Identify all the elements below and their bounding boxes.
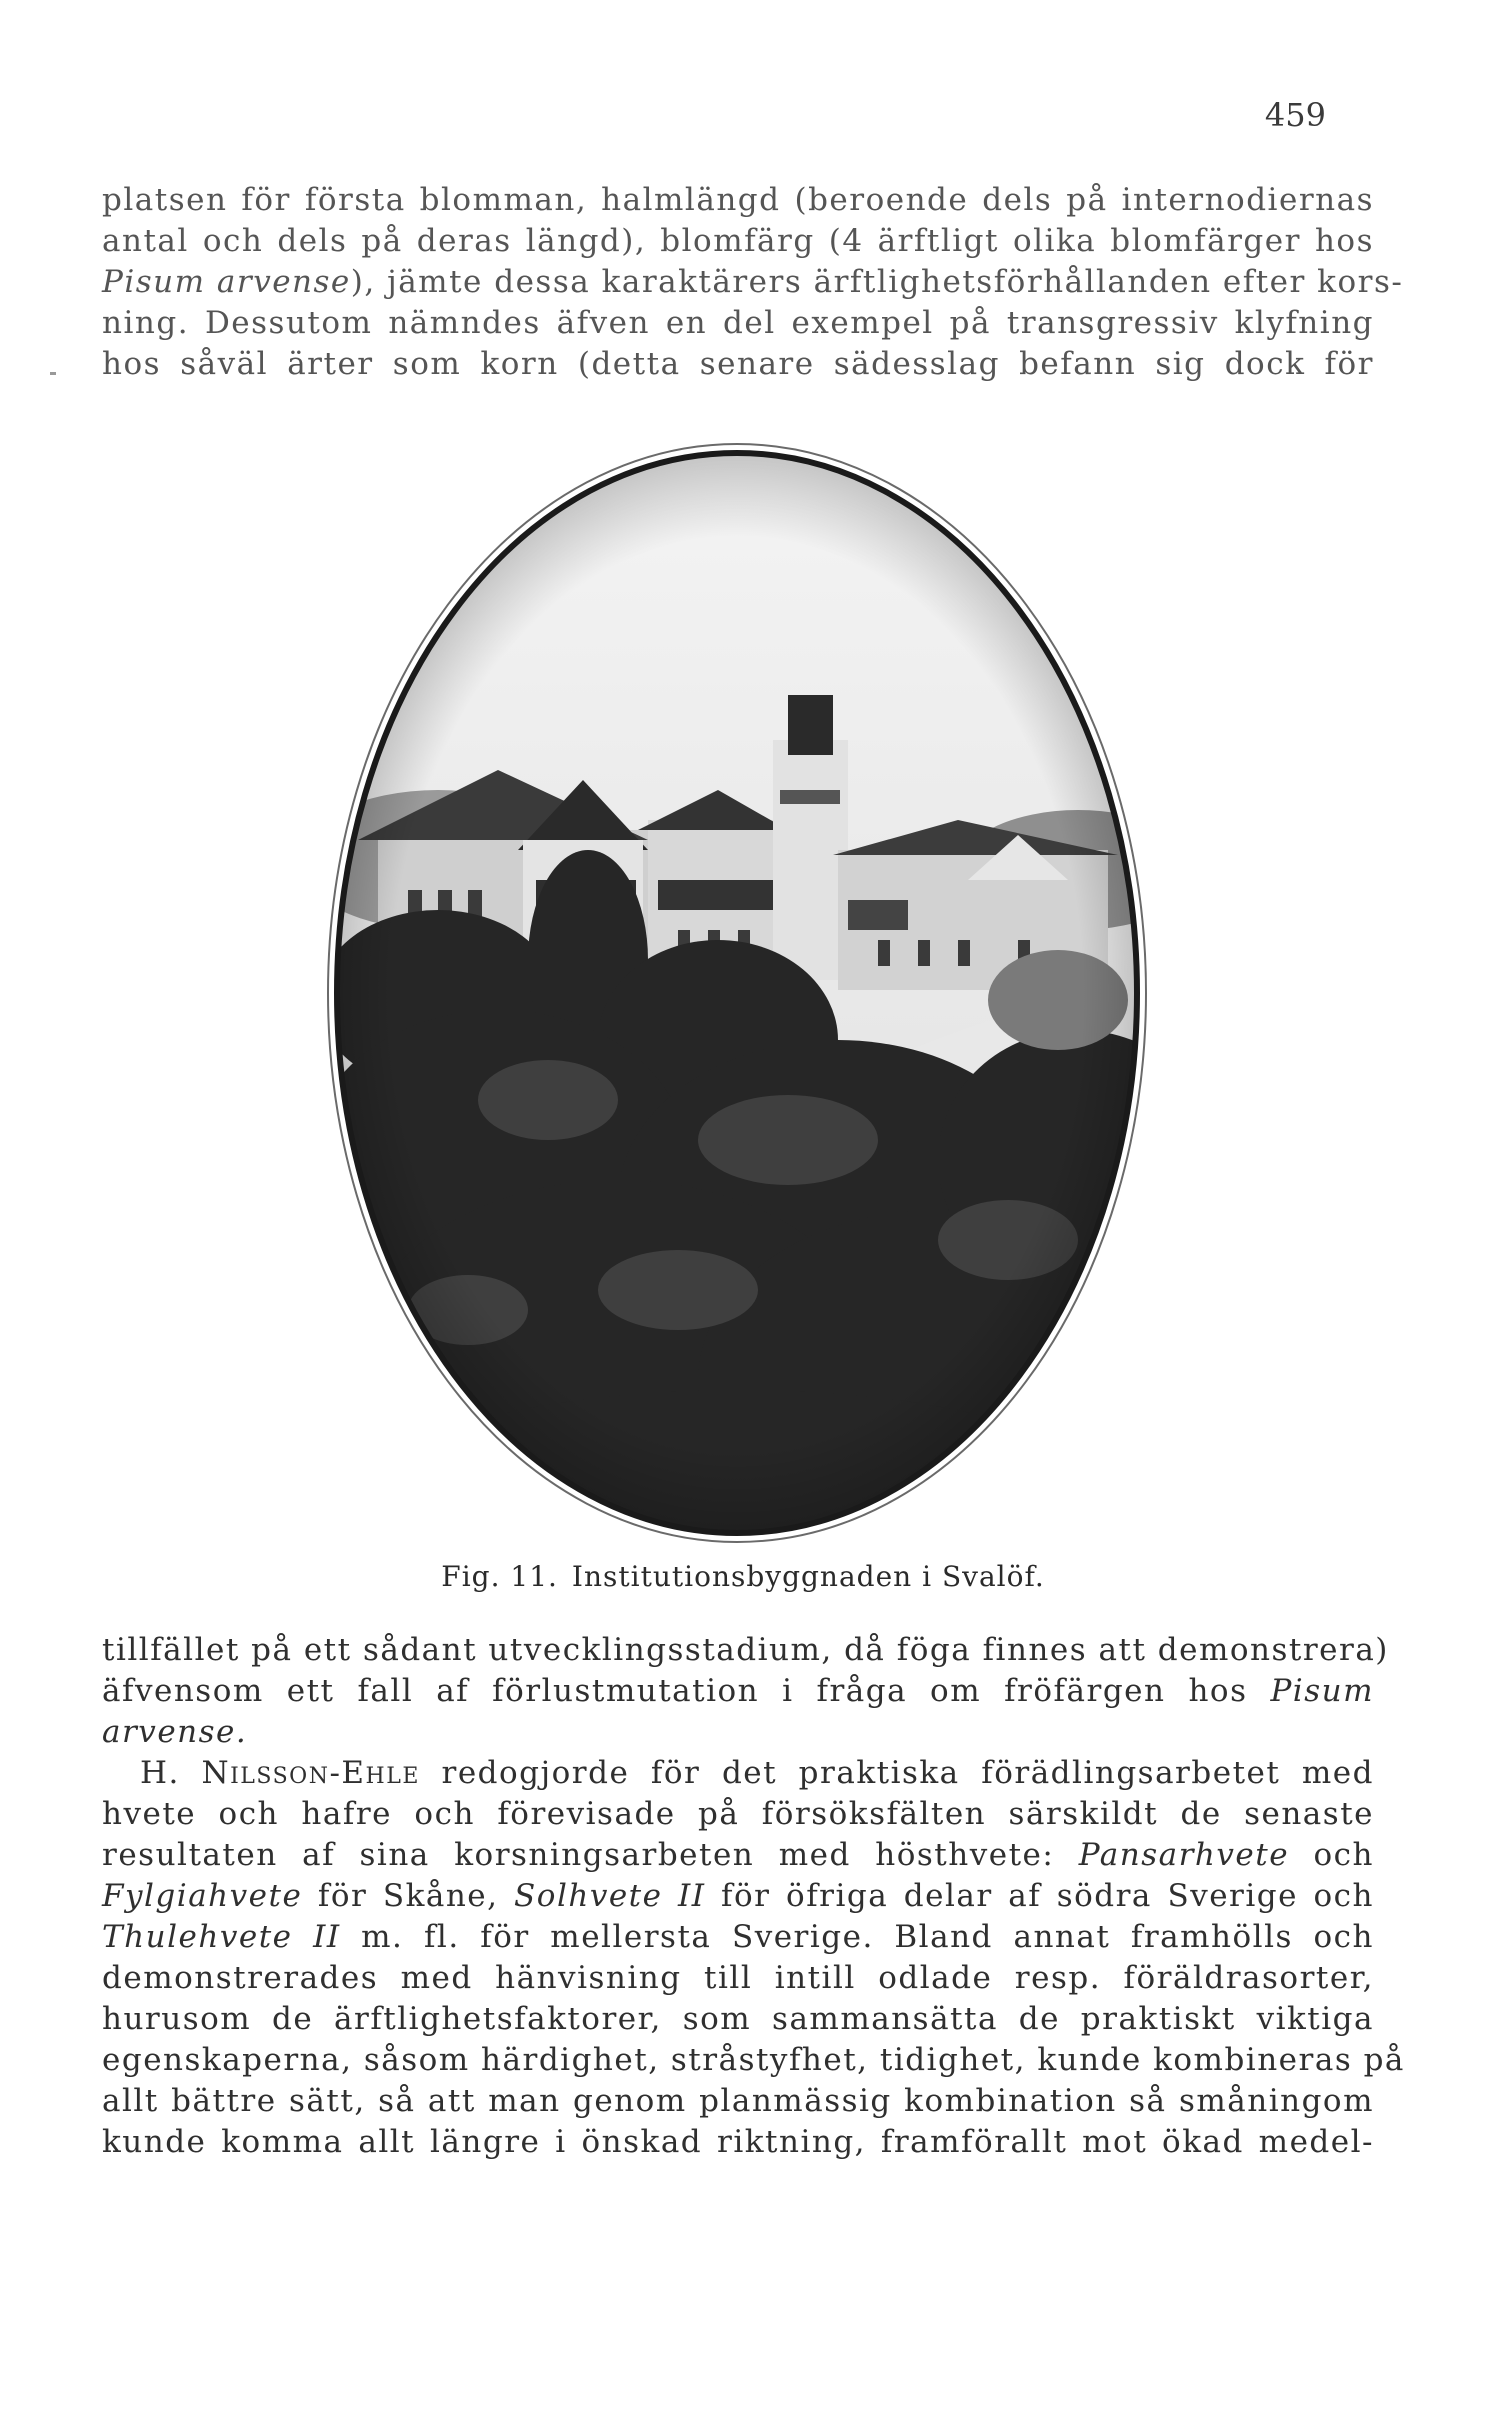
- variety-name: Fylgiahvete: [102, 1878, 303, 1914]
- margin-mark: [50, 372, 56, 375]
- variety-name: Pansarhvete: [1078, 1837, 1290, 1873]
- figure-caption: [0, 1560, 1486, 1593]
- figure-label: Fig. 11.: [441, 1560, 558, 1593]
- text-line: Fylgiahvete för Skåne, Solhvete II för öfriga delar af södra Sverige och: [102, 1878, 1374, 1914]
- building-photograph: [318, 440, 1156, 1546]
- variety-name: Solhvete II: [514, 1878, 706, 1914]
- text-line: kunde komma allt längre i önskad riktning, framförallt mot ökad medel-: [102, 2124, 1374, 2160]
- text-line: allt bättre sätt, så att man genom planmässig kombination så småningom: [102, 2083, 1374, 2119]
- top-paragraph: [102, 180, 1404, 385]
- species-name: arvense.: [102, 1714, 248, 1750]
- species-name: Pisum: [1270, 1673, 1374, 1709]
- text-line: resultaten af sina korsningsarbeten med hösthvete: Pansarhvete och: [102, 1837, 1374, 1873]
- variety-name: Thulehvete II: [102, 1919, 341, 1955]
- figure-title: Institutionsbyggnaden i Svalöf.: [571, 1560, 1045, 1593]
- text-line: antal och dels på deras längd), blomfärg (4 ärftligt olika blomfärger hos: [102, 223, 1374, 259]
- species-name: Pisum arvense: [102, 264, 351, 300]
- text-line: hos såväl ärter som korn (detta senare sädesslag befann sig dock för: [102, 346, 1374, 382]
- text-line: H. Nilsson-Ehle redogjorde för det praktiska förädlingsarbetet med: [140, 1755, 1374, 1791]
- bottom-paragraphs: [102, 1630, 1405, 2163]
- text-line: Pisum arvense), jämte dessa karaktärers ärftlighetsförhållanden efter kors-: [102, 264, 1404, 300]
- oval-photo: [318, 440, 1156, 1546]
- text-line: demonstrerades med hänvisning till intill odlade resp. föräldrasorter,: [102, 1960, 1374, 1996]
- text-line: hvete och hafre och förevisade på försöksfälten särskildt de senaste: [102, 1796, 1374, 1832]
- text-line: hurusom de ärftlighetsfaktorer, som sammansätta de praktiskt viktiga: [102, 2001, 1374, 2037]
- page-number: 459: [1264, 96, 1326, 134]
- text-line: platsen för första blomman, halmlängd (beroende dels på internodiernas: [102, 182, 1374, 218]
- text-line: ning. Dessutom nämndes äfven en del exempel på transgressiv klyfning: [102, 305, 1374, 341]
- text-line: [102, 1712, 1374, 1753]
- text-line: Thulehvete II m. fl. för mellersta Sverige. Bland annat framhölls och: [102, 1919, 1374, 1955]
- text-line: egenskaperna, såsom härdighet, stråstyfhet, tidighet, kunde kombineras på: [102, 2042, 1405, 2078]
- author-name: Nilsson-Ehle: [201, 1755, 420, 1791]
- text-line: äfvensom ett fall af förlustmutation i fråga om fröfärgen hos Pisum: [102, 1673, 1374, 1709]
- text-line: tillfället på ett sådant utvecklingsstadium, då föga finnes att demonstrera): [102, 1632, 1389, 1668]
